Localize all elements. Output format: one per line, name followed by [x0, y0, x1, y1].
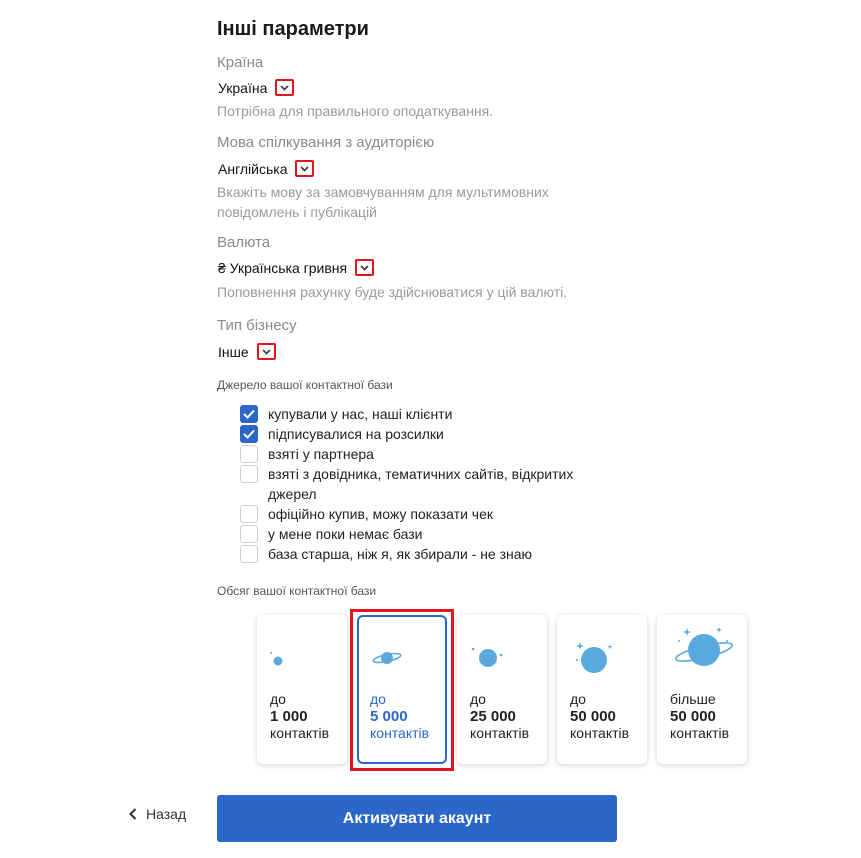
volume-card[interactable]: [257, 615, 347, 764]
tiny-planet-icon: [257, 615, 347, 685]
volume-prefix: до: [370, 691, 386, 707]
source-option-label: база старша, ніж я, як збирали - не знаю: [268, 546, 533, 562]
checkmark-icon: [243, 429, 255, 439]
small-planet-icon: [457, 615, 547, 685]
country-select[interactable]: [218, 79, 294, 96]
chevron-down-icon[interactable]: [257, 343, 276, 360]
sources-checkbox-list: [240, 404, 620, 564]
source-option-label: підписувалися на розсилки: [268, 426, 444, 442]
source-option-label: взяті у партнера: [268, 446, 374, 462]
volume-card[interactable]: [457, 615, 547, 764]
volume-unit: контактів: [370, 725, 430, 741]
volume-unit: контактів: [570, 725, 630, 741]
volume-unit: контактів: [270, 725, 330, 741]
volume-options: [257, 615, 757, 764]
source-option[interactable]: [240, 444, 620, 464]
language-value: Англійська: [218, 160, 288, 177]
source-option[interactable]: [240, 544, 620, 564]
chevron-down-icon[interactable]: [355, 259, 374, 276]
language-select[interactable]: [218, 160, 314, 177]
volume-unit: контактів: [670, 725, 730, 741]
source-option-label: купували у нас, наші клієнти: [268, 406, 453, 422]
planet-stars-icon: [557, 615, 647, 685]
volume-amount: 5 000: [370, 708, 408, 725]
volume-amount: 1 000: [270, 708, 308, 725]
source-option-label: взяті з довідника, тематичних сайтів, відкритих джерел: [268, 466, 574, 502]
checkbox[interactable]: [240, 525, 258, 543]
language-label: Мова спілкування з аудиторією: [217, 134, 435, 151]
business-label: Тип бізнесу: [217, 317, 297, 334]
currency-select[interactable]: [218, 259, 374, 276]
sources-label: Джерело вашої контактної бази: [217, 378, 393, 392]
volume-unit: контактів: [470, 725, 530, 741]
page-title: Інші параметри: [217, 18, 369, 40]
chevron-down-icon[interactable]: [275, 79, 294, 96]
country-label: Країна: [217, 54, 264, 71]
activate-account-button[interactable]: Активувати акаунт: [217, 795, 617, 842]
checkbox-checked[interactable]: [240, 425, 258, 443]
chevron-left-icon: [129, 808, 137, 820]
checkbox-checked[interactable]: [240, 405, 258, 423]
currency-hint: Поповнення рахунку буде здійснюватися у цій валюті.: [217, 284, 568, 300]
volume-amount: 25 000: [470, 708, 516, 725]
source-option[interactable]: [240, 424, 620, 444]
big-ringed-planet-icon: [657, 615, 747, 685]
chevron-down-icon[interactable]: [295, 160, 314, 177]
checkmark-icon: [243, 409, 255, 419]
source-option[interactable]: [240, 404, 620, 424]
source-option[interactable]: [240, 464, 620, 504]
currency-label: Валюта: [217, 234, 271, 251]
volume-card[interactable]: [357, 615, 447, 764]
volume-card[interactable]: [657, 615, 747, 764]
source-option-label: офіційно купив, можу показати чек: [268, 506, 493, 522]
source-option[interactable]: [240, 524, 620, 544]
back-button[interactable]: [129, 806, 186, 822]
checkbox[interactable]: [240, 465, 258, 483]
currency-value: ₴ Українська гривня: [218, 259, 348, 276]
source-option[interactable]: [240, 504, 620, 524]
country-hint: Потрібна для правильного оподаткування.: [217, 103, 494, 119]
volume-amount: 50 000: [570, 708, 616, 725]
country-value: Україна: [218, 79, 268, 96]
business-select[interactable]: [218, 343, 276, 360]
source-option-label: у мене поки немає бази: [268, 526, 423, 542]
checkbox[interactable]: [240, 445, 258, 463]
volume-prefix: більше: [670, 691, 716, 707]
volume-amount: 50 000: [670, 708, 716, 725]
volume-card[interactable]: [557, 615, 647, 764]
volume-prefix: до: [570, 691, 586, 707]
back-label: Назад: [146, 806, 187, 822]
volume-prefix: до: [270, 691, 286, 707]
checkbox[interactable]: [240, 505, 258, 523]
business-value: Інше: [218, 343, 249, 360]
volume-prefix: до: [470, 691, 486, 707]
language-hint: Вкажіть мову за замовчуванням для мультимовних повідомлень і публікацій: [217, 184, 549, 220]
volume-label: Обсяг вашої контактної бази: [217, 584, 377, 598]
ringed-planet-icon: [357, 615, 447, 685]
checkbox[interactable]: [240, 545, 258, 563]
